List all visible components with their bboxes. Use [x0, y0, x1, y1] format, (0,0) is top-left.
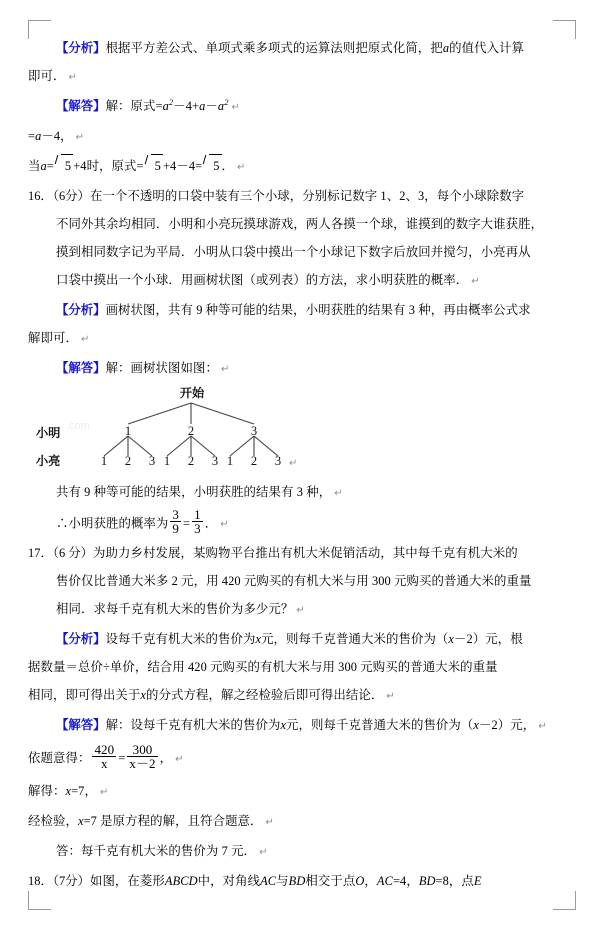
q15-when-mid: 时，原式	[86, 159, 137, 173]
tree-node-l1-1: 2	[187, 424, 195, 438]
q17-analysis-text-b: 元，则每千克普通大米的售价为（	[261, 632, 449, 647]
q15-expr-a3: $a^2$	[217, 96, 229, 113]
q17-analysis-line-2	[28, 653, 576, 681]
tree-leaf-7: 2	[250, 454, 258, 468]
tree-leaf-8: 3	[274, 454, 282, 468]
analysis-tag: 【分析】	[56, 41, 106, 55]
radical-icon	[55, 152, 72, 180]
q15-expr-a2: a	[199, 99, 206, 113]
q17-analysis-text-a: 设每千克有机大米的售价为	[105, 632, 256, 647]
tree-leaf-1: 2	[124, 454, 132, 468]
q18-stem-text-c: 与	[276, 874, 289, 889]
fraction-denominator: 9	[172, 521, 180, 537]
q17-solve-text-a: 解得：	[28, 784, 66, 799]
q16-stem-text-1: 在一个不透明的口袋中装有三个小球，分别标记数字 1、2、3，每个小球除数字	[89, 189, 525, 203]
q15-when-eq2: =	[136, 159, 144, 173]
q16-analysis-text-2: 解即可．	[28, 331, 78, 345]
fraction-denominator: x	[101, 756, 108, 772]
q17-solve-text-b: =7，	[71, 784, 97, 799]
q17-solve-var: x	[65, 784, 72, 799]
q16-stem-text-3: 摸到相同数字记为平局．小明从口袋中摸出一个小球记下数字后放回并搅匀，小亮再从	[56, 245, 531, 259]
q16-probability-line	[28, 508, 576, 539]
pilcrow-icon: ↵	[386, 691, 395, 703]
q16-stem-line-2	[28, 210, 576, 238]
q15-expr-minus4: －4+	[173, 99, 200, 113]
q18-stem-text-b: 中，对角线	[197, 874, 261, 889]
q18-label-bd-2: BD	[418, 874, 436, 889]
q17-analysis-var-3: x	[140, 688, 147, 703]
q17-answer-text-c: －2）元，	[479, 718, 536, 733]
q15-answer-line-3	[28, 152, 576, 182]
pilcrow-icon: ↵	[538, 721, 547, 733]
fraction-3-over-9	[170, 508, 181, 536]
pilcrow-icon: ↵	[175, 754, 184, 766]
q18-stem-text-d: 相交于点	[305, 874, 356, 889]
q16-analysis-line-1	[28, 296, 576, 324]
q17-eq-equals: =	[118, 751, 126, 766]
q17-stem-line-1	[28, 539, 576, 567]
q15-radicand-1: 5	[64, 159, 72, 173]
q17-analysis-var-2: x	[448, 632, 455, 647]
tree-node-l1-0: 1	[124, 424, 132, 438]
q18-label-abcd: ABCD	[164, 874, 198, 889]
q17-answer-var-1: x	[280, 718, 287, 733]
q16-points: ．（6分）	[40, 189, 90, 203]
q16-stem-line-4	[28, 266, 576, 296]
q16-analysis-text-1: 画树状图，共有 9 种等可能的结果，小明获胜的结果有 3 种，再由概率公式求	[105, 303, 531, 317]
analysis-tag: 【分析】	[56, 303, 106, 317]
q15-answer-equals: =	[155, 99, 163, 113]
pilcrow-icon: ↵	[68, 72, 77, 83]
answer-tag: 【解答】	[56, 361, 106, 375]
q18-stem-text-g: =8，点	[435, 874, 474, 889]
tree-root-label: 开始	[179, 386, 205, 400]
q17-check-text-b: =7 是原方程的解，且符合题意．	[83, 814, 263, 829]
q17-analysis-text-2: 据数量＝总价÷单价，结合用 420 元购买的有机大米与用 300 元购买的普通大米的重量	[28, 660, 498, 675]
q17-stem-line-3	[28, 595, 576, 625]
fraction-numerator: 1	[194, 507, 201, 522]
pilcrow-icon: ↵	[80, 334, 90, 345]
pilcrow-icon: ↵	[75, 132, 85, 143]
tree-node-l1-2: 3	[250, 424, 258, 438]
pilcrow-icon: ↵	[220, 519, 229, 531]
fraction-numerator: 300	[127, 743, 157, 757]
q15-answer-line-2	[28, 122, 576, 152]
q15-analysis-text-a: 根据平方差公式、单项式乘多项式的运算法则把原式化简，把	[105, 41, 443, 55]
q17-stem-text-2: 售价仅比普通大米多 2 元，用 420 元购买的有机大米与用 300 元购买的普通大米的重量	[56, 574, 532, 589]
tree-leaf-0: 1	[100, 454, 108, 468]
q17-answer-text-a: 解：设每千克有机大米的售价为	[105, 718, 281, 733]
q18-label-o: O	[355, 874, 365, 889]
fraction-numerator: 3	[172, 507, 180, 522]
q17-eq-comma: ，	[159, 751, 173, 766]
pilcrow-icon: ↵	[237, 162, 246, 173]
pilcrow-icon: ↵	[220, 364, 230, 375]
q17-analysis-text-d: 相同，即可得出关于	[28, 688, 141, 703]
q18-stem-text-f: =4，	[392, 874, 419, 889]
q17-answer-line-1	[28, 711, 576, 741]
page-content	[28, 34, 576, 895]
q17-check-line	[28, 807, 576, 837]
q16-stem-text-2: 不同外其余均相同．小明和小亮玩摸球游戏，两人各摸一个球，谁摸到的数字大谁获胜，	[56, 217, 544, 231]
q15-answer-tail: －4，	[41, 129, 73, 143]
tree-leaf-4: 2	[187, 454, 195, 468]
q15-when-var: a	[40, 159, 47, 173]
q17-analysis-text-c: －2）元，根	[454, 632, 523, 647]
q16-number: 16	[28, 189, 41, 203]
q16-prob-prefix: ∴小明获胜的概率为	[56, 516, 169, 531]
answer-tag: 【解答】	[56, 99, 106, 113]
q16-answer-line-1	[28, 354, 576, 384]
q18-label-ac: AC	[260, 874, 277, 889]
tree-leaf-2: 3	[148, 454, 156, 468]
q18-label-ac-2: AC	[376, 874, 393, 889]
fraction-1-over-3	[192, 508, 203, 536]
q15-when-eq: =	[46, 159, 54, 173]
q15-analysis-line-1	[28, 34, 576, 62]
q15-period: ．	[221, 159, 235, 173]
fraction-numerator: 420	[94, 742, 115, 757]
radical-icon	[145, 152, 162, 180]
fraction-denominator: 3	[194, 521, 201, 537]
q17-stem-text-3: 相同．求每千克有机大米的售价为多少元？	[56, 602, 294, 617]
q17-stem-text-1: 为助力乡村发展，某购物平台推出有机大米促销活动，其中每千克有机大米的	[93, 546, 518, 561]
pilcrow-icon: ↵	[289, 458, 298, 469]
fraction-420-over-x	[92, 743, 116, 771]
q16-conclusion-text: 共有 9 种等可能的结果，小明获胜的结果有 3 种，	[56, 485, 332, 499]
q16-conclusion-line	[28, 478, 576, 508]
q16-prob-suffix: ．	[204, 516, 218, 531]
q18-stem-text-a: 如图，在菱形	[89, 874, 165, 889]
q15-analysis-line-2	[28, 62, 576, 92]
q17-answer-var-2: x	[473, 718, 480, 733]
q16-prob-equals: =	[183, 516, 191, 531]
analysis-tag: 【分析】	[56, 632, 106, 647]
q16-stem-line-1	[28, 182, 576, 210]
q17-solve-line	[28, 777, 576, 807]
q17-analysis-text-e: 的分式方程，解之经检验后即可得出结论．	[146, 688, 384, 703]
q16-analysis-line-2	[28, 324, 576, 354]
q16-answer-lead: 解：画树状图如图：	[105, 361, 218, 375]
q15-when-eq3: =	[195, 159, 203, 173]
q17-analysis-line-3	[28, 681, 576, 711]
q17-check-var: x	[77, 814, 84, 829]
q15-analysis-text-c: 即可．	[28, 69, 66, 83]
pilcrow-icon: ↵	[99, 787, 109, 799]
q17-stem-line-2	[28, 567, 576, 595]
q17-equation-line	[28, 741, 576, 777]
q17-final-answer-text: 答：每千克有机大米的售价为 7 元．	[56, 844, 257, 859]
q15-analysis-text-b: 的值代入计算	[449, 41, 525, 55]
q15-expr-a1: $a^2$	[162, 96, 174, 113]
tree-leaf-6: 1	[226, 454, 234, 468]
q15-expr-minus: －	[205, 99, 218, 113]
q17-final-answer-line	[28, 837, 576, 867]
pilcrow-icon: ↵	[259, 847, 268, 859]
q15-plus4-a: +4	[73, 159, 87, 173]
q15-analysis-var-a: a	[442, 41, 450, 55]
tree-row-label-xiaoliang: 小亮	[36, 454, 61, 468]
tree-leaf-5: 3	[211, 454, 219, 468]
q15-answer-line-1	[28, 92, 576, 122]
probability-tree-diagram	[28, 386, 576, 478]
q15-plus4-b: +4	[162, 159, 177, 173]
q15-minus4: －4	[176, 159, 196, 173]
q15-when: 当	[28, 159, 41, 173]
answer-tag: 【解答】	[56, 718, 106, 733]
q15-radicand-2: 5	[154, 159, 161, 173]
q15-answer-eq2: =	[28, 129, 36, 143]
q17-check-text-a: 经检验，	[28, 814, 78, 829]
q15-answer-lead: 解：原式	[105, 99, 156, 113]
pilcrow-icon: ↵	[296, 605, 305, 617]
q17-analysis-line-1	[28, 625, 576, 653]
q18-label-e: E	[473, 874, 482, 889]
q16-stem-line-3	[28, 238, 576, 266]
tree-leaf-3: 1	[163, 454, 171, 468]
watermark-text: .com	[66, 420, 90, 432]
q17-number: 17	[28, 546, 41, 561]
q17-points: ．（6 分）	[40, 546, 94, 561]
pilcrow-icon: ↵	[334, 488, 343, 499]
q18-number: 18	[28, 874, 41, 889]
q18-points: ．（7分）	[40, 874, 90, 889]
pilcrow-icon: ↵	[231, 102, 240, 113]
q15-radicand-3: 5	[213, 159, 220, 173]
pilcrow-icon: ↵	[265, 817, 275, 829]
q17-analysis-var-1: x	[255, 632, 262, 647]
q15-answer-var: a	[35, 129, 42, 143]
radical-icon	[203, 152, 220, 180]
q17-answer-text-b: 元，则每千克普通大米的售价为（	[286, 718, 474, 733]
fraction-denominator: x－2	[129, 756, 156, 772]
q18-stem-line-1	[28, 867, 576, 895]
tree-row-label-xiaoming: 小明	[36, 426, 61, 440]
q18-stem-text-e: ，	[364, 874, 377, 889]
q18-label-bd: BD	[288, 874, 306, 889]
pilcrow-icon: ↵	[471, 276, 480, 287]
q16-stem-text-4: 口袋中摸出一个小球．用画树状图（或列表）的方法，求小明获胜的概率．	[56, 273, 469, 287]
fraction-300-over-x-minus-2	[127, 743, 157, 771]
q17-eq-lead: 依题意得：	[28, 751, 91, 766]
